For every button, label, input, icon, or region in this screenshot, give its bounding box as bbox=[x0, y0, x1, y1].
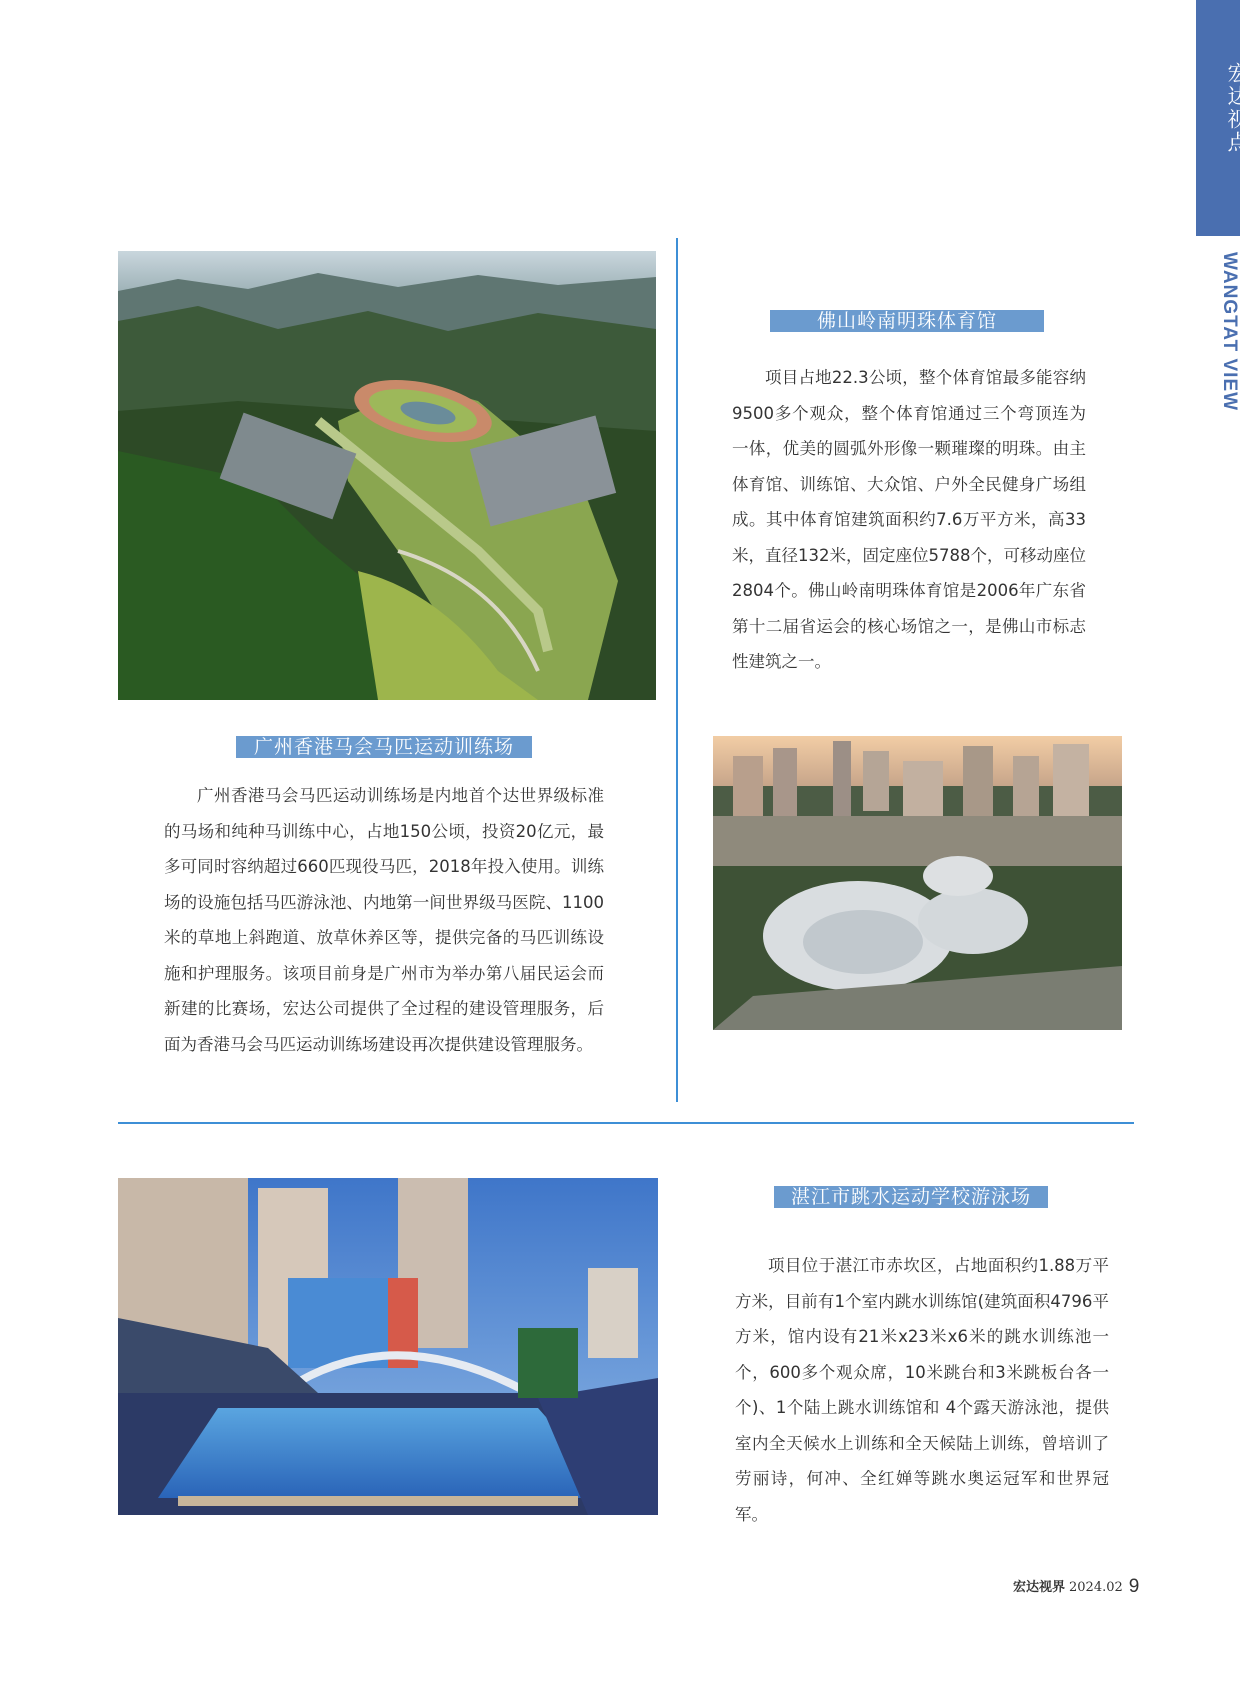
zhanjiang-pool-description: 项目位于湛江市赤坎区，占地面积约1.88万平方米，目前有1个室内跳水训练馆(建筑面积4796平方米，馆内设有21米x23米x6米的跳水训练池一个，600多个观众席，10米跳台和3米跳板台各一个)、1个陆上跳水训练馆和 4个露天游泳池，提供室内全天候水上训练和全天候陆上训练，曾培训了劳丽诗，何冲、全红婵等跳水奥运冠军和世界冠军。 bbox=[735, 1256, 1109, 1524]
page-number: 9 bbox=[1128, 1576, 1140, 1597]
page-footer bbox=[1013, 1576, 1139, 1598]
section-tab-english: WANGTAT VIEW bbox=[1219, 252, 1240, 412]
zhanjiang-pool-title: 湛江市跳水运动学校游泳场 bbox=[774, 1186, 1048, 1208]
horizontal-divider bbox=[118, 1122, 1134, 1124]
foshan-gym-photo bbox=[713, 736, 1122, 1030]
foshan-gym-description: 项目占地22.3公顷，整个体育馆最多能容纳9500多个观众，整个体育馆通过三个弯顶连为一体，优美的圆弧外形像一颗璀璨的明珠。由主体育馆、训练馆、大众馆、户外全民健身广场组成。其中体育馆建筑面积约7.6万平方米，高33米，直径132米，固定座位5788个，可移动座位2804个。佛山岭南明珠体育馆是2006年广东省第十二届省运会的核心场馆之一，是佛山市标志性建筑之一。 bbox=[732, 368, 1086, 671]
horse-center-description: 广州香港马会马匹运动训练场是内地首个达世界级标准的马场和纯种马训练中心，占地150公顷，投资20亿元，最多可同时容纳超过660匹现役马匹，2018年投入使用。训练场的设施包括马匹游泳池、内地第一间世界级马医院、1100米的草地上斜跑道、放草休养区等，提供完备的马匹训练设施和护理服务。该项目前身是广州市为举办第八届民运会而新建的比赛场，宏达公司提供了全过程的建设管理服务，后面为香港马会马匹运动训练场建设再次提供建设管理服务。 bbox=[164, 786, 604, 1054]
horse-center-title: 广州香港马会马匹运动训练场 bbox=[236, 736, 532, 758]
vertical-divider bbox=[676, 238, 678, 1102]
magazine-name: 宏达视界 bbox=[1013, 1580, 1066, 1595]
issue-date: 2024.02 bbox=[1069, 1580, 1123, 1595]
zhanjiang-pool-photo bbox=[118, 1178, 658, 1515]
horse-training-center-photo bbox=[118, 251, 656, 700]
section-tab-label: 宏达视点 bbox=[1225, 62, 1249, 154]
foshan-gym-title: 佛山岭南明珠体育馆 bbox=[770, 310, 1044, 332]
section-tab bbox=[1196, 0, 1249, 236]
